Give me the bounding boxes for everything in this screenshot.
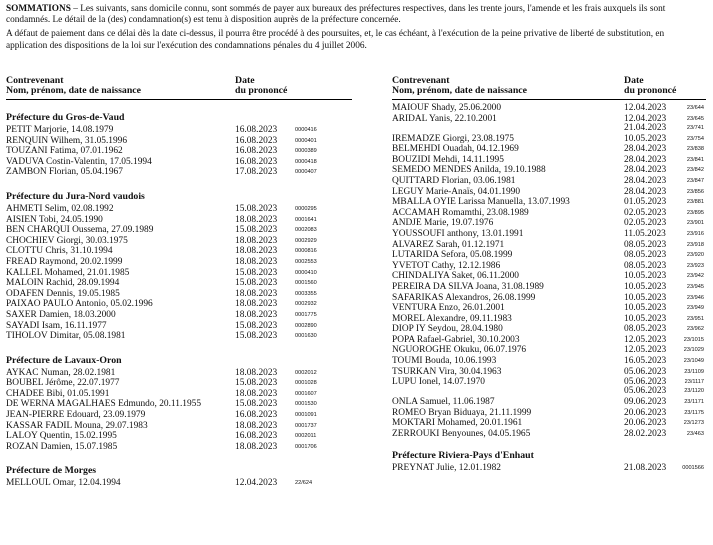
case-reference: 23/916 (686, 230, 704, 237)
pronounced-date: 28.02.2023 (624, 429, 667, 440)
pronounced-date: 02.05.2023 (624, 218, 667, 229)
case-reference: 0002929 (295, 237, 317, 244)
table-row (6, 478, 352, 489)
pronounced-date: 16.08.2023 (235, 156, 278, 167)
pronounced-date: 08.05.2023 (624, 324, 667, 335)
offender-name: BOUZIDI Mehdi, 14.11.1995 (392, 154, 504, 165)
case-reference: 0001530 (295, 401, 317, 408)
table-row (6, 321, 352, 332)
case-reference: 0002932 (295, 301, 317, 308)
table-row (6, 368, 352, 379)
pronounced-date: 02.05.2023 (624, 207, 667, 218)
offender-name: TOUZANI Fatima, 07.01.1962 (6, 146, 123, 157)
table-row (6, 299, 352, 310)
table-row (6, 278, 352, 289)
pronounced-date: 18.08.2023 (235, 214, 278, 225)
pronounced-date: 01.05.2023 (624, 197, 667, 208)
offender-name: MELLOUL Omar, 12.04.1994 (6, 478, 121, 489)
offender-name: VADUVA Costin-Valentin, 17.05.1994 (6, 156, 152, 167)
table-row (392, 261, 706, 272)
case-reference: 23/842 (686, 167, 704, 174)
pronounced-date: 28.04.2023 (624, 144, 667, 155)
prefecture-section (6, 355, 352, 453)
offender-name: QUITTARD Florian, 03.06.1981 (392, 175, 516, 186)
pronounced-date: 08.05.2023 (624, 250, 667, 261)
intro-text (6, 4, 706, 55)
table-row (392, 134, 706, 145)
table-row (392, 144, 706, 155)
case-reference: 0000389 (295, 148, 317, 155)
left-column (6, 76, 352, 489)
table-row (6, 431, 352, 442)
header-name: Nom, prénom, date de naissance (392, 85, 527, 96)
case-reference: 23/942 (686, 273, 704, 280)
header-offender: Contrevenant (6, 75, 64, 86)
case-reference: 23/920 (686, 252, 704, 259)
table-row (392, 103, 706, 114)
intro-paragraph-1 (6, 4, 706, 26)
table-row (392, 240, 706, 251)
case-reference: 0002553 (295, 258, 317, 265)
prefecture-section (6, 112, 352, 178)
pronounced-date: 16.08.2023 (235, 125, 278, 135)
offender-name: TSURKAN Vira, 30.04.1963 (392, 366, 502, 377)
offender-name: PETIT Marjorie, 14.08.1979 (6, 125, 114, 135)
pronounced-date: 12.05.2023 (624, 345, 667, 356)
prefecture-section (6, 191, 352, 342)
prefecture-title: Préfecture Riviera-Pays d'Enhaut (392, 449, 534, 461)
case-reference: 0001091 (295, 412, 317, 419)
case-reference: 0001607 (295, 390, 317, 397)
pronounced-date: 18.08.2023 (235, 388, 278, 399)
pronounced-date: 20.06.2023 (624, 407, 667, 418)
case-reference-2: 23/1120 (684, 388, 704, 395)
offender-name: NGUOROGHE Okuku, 06.07.1976 (392, 345, 527, 356)
table-row (6, 331, 352, 342)
pronounced-date: 28.04.2023 (624, 175, 667, 186)
pronounced-date: 28.04.2023 (624, 186, 667, 197)
offender-name: LUPU Ionel, 14.07.1970 (392, 377, 485, 388)
offender-name: MOKTARI Mohamed, 20.01.1961 (392, 418, 523, 429)
offender-name: PREYNAT Julie, 12.01.1982 (392, 462, 501, 473)
case-reference: 0001630 (295, 333, 317, 340)
case-reference: 0002890 (295, 322, 317, 329)
pronounced-date: 18.08.2023 (235, 256, 278, 267)
offender-name: MALOIN Rachid, 28.09.1994 (6, 278, 120, 289)
table-row (392, 155, 706, 166)
offender-name: TOUMI Bouda, 10.06.1993 (392, 356, 497, 367)
pronounced-date: 10.05.2023 (624, 281, 667, 292)
case-reference: 23/1273 (683, 420, 704, 427)
header-rule (6, 99, 352, 100)
offender-name: DE WERNA MAGALHAES Edmundo, 20.11.1955 (6, 399, 202, 410)
offender-name: MBALLA OYIE Larissa Manuella, 13.07.1993 (392, 197, 570, 208)
table-row (6, 146, 352, 157)
table-row (6, 289, 352, 300)
table-row (6, 167, 352, 178)
pronounced-date: 28.04.2023 (624, 165, 667, 176)
header-date: Date (624, 75, 644, 86)
case-reference: 0000407 (295, 169, 317, 176)
pronounced-date: 18.08.2023 (235, 288, 278, 299)
offender-name: CHINDALIYA Saket, 06.11.2000 (392, 271, 519, 282)
prefecture-section (6, 465, 352, 489)
offender-name: CHOCHIEV Giorgi, 30.03.1975 (6, 235, 128, 246)
case-reference: 0002083 (295, 227, 317, 234)
right-column (392, 76, 706, 473)
table-row (392, 314, 706, 325)
pronounced-date: 12.04.2023 (624, 113, 667, 124)
table-row (6, 389, 352, 400)
header-rule (392, 99, 706, 100)
case-reference: 23/901 (686, 220, 704, 227)
pronounced-date: 16.08.2023 (235, 146, 278, 157)
offender-name: KALLEL Mohamed, 21.01.1985 (6, 267, 130, 278)
table-row (6, 157, 352, 168)
case-reference: 23/463 (686, 431, 704, 438)
pronounced-date: 17.08.2023 (235, 167, 278, 178)
table-row (6, 268, 352, 279)
case-reference: 0001566 (682, 464, 704, 471)
table-row (392, 377, 706, 397)
case-reference: 23/962 (686, 326, 704, 333)
case-reference: 23/754 (686, 135, 704, 142)
case-reference: 23/847 (686, 177, 704, 184)
case-reference: 0003355 (295, 290, 317, 297)
case-reference: 0000416 (295, 127, 317, 133)
offender-name: MOREL Alexandre, 09.11.1983 (392, 313, 512, 324)
offender-name: SAYADI Isam, 16.11.1977 (6, 320, 107, 331)
case-reference: 0001641 (295, 216, 317, 223)
offender-name: SAFARIKAS Alexandros, 26.08.1999 (392, 292, 536, 303)
pronounced-date: 15.08.2023 (235, 399, 278, 410)
offender-name: FREAD Raymond, 20.02.1999 (6, 256, 123, 267)
table-row (392, 463, 706, 474)
offender-name: RENQUIN Wilhem, 31.05.1996 (6, 135, 128, 146)
case-reference: 23/645 (686, 115, 704, 122)
table-row (6, 410, 352, 421)
header-date: Date (235, 75, 255, 86)
prefecture-title: Préfecture du Jura-Nord vaudois (6, 190, 145, 202)
offender-name: SAXER Damien, 18.03.2000 (6, 309, 116, 320)
case-reference: 0000410 (295, 269, 317, 276)
table-row (392, 303, 706, 314)
pronounced-date: 15.08.2023 (235, 378, 278, 389)
pronounced-date: 10.05.2023 (624, 313, 667, 324)
offender-name: AISIEN Tobi, 24.05.1990 (6, 214, 103, 225)
table-row (392, 271, 706, 282)
header-name: Nom, prénom, date de naissance (6, 85, 141, 96)
offender-name: YOUSSOUFI anthony, 13.01.1991 (392, 228, 524, 239)
pronounced-date: 08.05.2023 (624, 260, 667, 271)
pronounced-date: 16.08.2023 (235, 135, 278, 146)
case-reference: 23/895 (686, 209, 704, 216)
prefecture-title: Préfecture du Gros-de-Vaud (6, 112, 125, 123)
table-row (6, 246, 352, 257)
case-reference: 23/1109 (684, 368, 704, 375)
pronounced-date: 15.08.2023 (235, 225, 278, 236)
table-row (392, 429, 706, 440)
table-row (6, 125, 352, 136)
table-row (392, 197, 706, 208)
right-column-rows (392, 103, 706, 440)
pronounced-date: 18.08.2023 (235, 441, 278, 452)
case-reference: 23/1049 (683, 358, 704, 365)
case-reference: 0002012 (295, 369, 317, 376)
pronounced-date: 18.08.2023 (235, 299, 278, 310)
case-reference: 23/1015 (683, 336, 704, 343)
case-reference: 23/841 (686, 156, 704, 163)
offender-name: MAIOUF Shady, 25.06.2000 (392, 103, 502, 113)
offender-name: ALVAREZ Sarah, 01.12.1971 (392, 239, 505, 250)
pronounced-date: 28.04.2023 (624, 154, 667, 165)
offender-name: ONLA Samuel, 11.06.1987 (392, 397, 495, 408)
table-row (392, 176, 706, 187)
case-reference: 0000418 (295, 158, 317, 165)
offender-name: BEN CHARQUI Oussema, 27.09.1989 (6, 225, 154, 236)
pronounced-date: 16.08.2023 (235, 431, 278, 442)
table-row (392, 408, 706, 419)
pronounced-date: 18.08.2023 (235, 309, 278, 320)
intro-body-1: – Les suivants, sans domicile connu, sont sommés de payer aux bureaux des préfectures respectives, dans les trente jours, l'amende et les frais auxquels ils sont condamnés. Le détail de la (des) condamnation(s) est tenu à disposition auprès de la préfecture concernée. (6, 4, 666, 26)
table-row (392, 208, 706, 219)
offender-name: VENTURA Enzo, 26.01.2001 (392, 303, 505, 314)
pronounced-date: 10.05.2023 (624, 303, 667, 314)
table-row (6, 421, 352, 432)
pronounced-date: 15.08.2023 (235, 278, 278, 289)
offender-name: YVETOT Cathy, 12.12.1986 (392, 260, 501, 271)
pronounced-date: 12.05.2023 (624, 334, 667, 345)
case-reference: 23/946 (686, 294, 704, 301)
offender-name: AHMETI Selim, 02.08.1992 (6, 203, 114, 214)
table-row (392, 367, 706, 378)
offender-name: ROZAN Damien, 15.07.1985 (6, 441, 118, 452)
offender-name: TIHOLOV Dimitar, 05.08.1981 (6, 331, 126, 342)
pronounced-date: 05.06.2023 (624, 377, 667, 388)
pronounced-date: 16.05.2023 (624, 356, 667, 367)
offender-name: CHADEE Bibi, 01.05.1991 (6, 388, 110, 399)
case-reference: 23/856 (686, 188, 704, 195)
offender-name: ANDJE Marie, 19.07.1976 (392, 218, 494, 229)
pronounced-date: 12.04.2023 (624, 103, 667, 113)
table-row (6, 310, 352, 321)
pronounced-date: 10.05.2023 (624, 271, 667, 282)
case-reference: 0000295 (295, 205, 317, 212)
pronounced-date: 09.06.2023 (624, 397, 667, 408)
table-row (392, 345, 706, 356)
table-row (392, 335, 706, 346)
pronounced-date-2: 21.04.2023 (624, 122, 667, 133)
case-reference: 0001028 (295, 380, 317, 387)
table-row (6, 257, 352, 268)
case-reference: 23/1029 (683, 347, 704, 354)
table-row (6, 204, 352, 215)
offender-name: BOUBEL Jérôme, 22.07.1977 (6, 378, 120, 389)
table-row (392, 397, 706, 408)
case-reference-2: 23/741 (686, 124, 704, 131)
offender-name: LEGUY Marie-Anaïs, 04.01.1990 (392, 186, 521, 197)
table-row (6, 399, 352, 410)
offender-name: ZERROUKI Benyounes, 04.05.1965 (392, 429, 531, 440)
intro-heading: SOMMATIONS (6, 4, 71, 14)
pronounced-date: 15.08.2023 (235, 267, 278, 278)
offender-name: DIOP IY Seydou, 28.04.1980 (392, 324, 503, 335)
offender-name: BELMEHDI Ouadah, 04.12.1969 (392, 144, 519, 155)
case-reference: 0000401 (295, 137, 317, 144)
case-reference: 22/624 (295, 480, 313, 487)
pronounced-date: 15.08.2023 (235, 320, 278, 331)
table-row (6, 215, 352, 226)
intro-paragraph-2: A défaut de paiement dans ce délai dès la date ci-dessus, il pourra être procédé à des poursuites, et, le cas échéant, à l'exécution de la peine privative de liberté de substitution, en application des dispositions de la loi sur l'exécution des condamnations pénales du 4 juillet 2006. (6, 29, 665, 51)
offender-name: ODAFEN Dennis, 19.05.1985 (6, 288, 120, 299)
offender-name: SEMEDO MENDES Anilda, 19.10.1988 (392, 165, 546, 176)
table-row (392, 250, 706, 261)
offender-name: ROMEO Bryan Biduaya, 21.11.1999 (392, 407, 532, 418)
offender-name: LUTARIDA Sefora, 05.08.1999 (392, 250, 513, 261)
offender-name: PEREIRA DA SILVA Joana, 31.08.1989 (392, 281, 544, 292)
pronounced-date: 10.05.2023 (624, 133, 667, 144)
prefecture-section (392, 450, 706, 474)
pronounced-date: 18.08.2023 (235, 420, 278, 431)
pronounced-date: 15.08.2023 (235, 203, 278, 214)
table-row (392, 418, 706, 429)
table-row (6, 378, 352, 389)
pronounced-date: 16.08.2023 (235, 410, 278, 421)
pronounced-date: 11.05.2023 (624, 228, 666, 239)
case-reference: 23/838 (686, 146, 704, 153)
table-row (6, 236, 352, 247)
case-reference: 0002011 (295, 433, 317, 440)
left-column-body (6, 112, 352, 489)
offender-name: PAIXAO PAULO Antonio, 05.02.1996 (6, 299, 153, 310)
table-row (392, 229, 706, 240)
case-reference: 0001737 (295, 422, 317, 429)
offender-name: ARIDAL Yanis, 22.10.2001 (392, 113, 497, 124)
offender-name: CLOTTU Chris, 31.10.1994 (6, 246, 113, 257)
case-reference: 23/881 (686, 199, 704, 206)
pronounced-date: 10.05.2023 (624, 292, 667, 303)
pronounced-date: 18.08.2023 (235, 235, 278, 246)
column-header (392, 76, 706, 97)
offender-name: KASSAR FADIL Mouna, 29.07.1983 (6, 420, 148, 431)
table-row (392, 356, 706, 367)
case-reference: 23/644 (686, 105, 704, 111)
case-reference: 23/1175 (684, 409, 704, 416)
pronounced-date: 08.05.2023 (624, 239, 667, 250)
case-reference: 23/945 (686, 283, 704, 290)
offender-name: ZAMBON Florian, 05.04.1967 (6, 167, 123, 178)
header-pronounced: du prononcé (624, 85, 677, 96)
case-reference: 23/1171 (684, 399, 704, 406)
pronounced-date-2: 05.06.2023 (624, 386, 667, 397)
prefecture-title: Préfecture de Lavaux-Oron (6, 354, 122, 366)
table-row (6, 136, 352, 147)
header-offender: Contrevenant (392, 75, 450, 86)
pronounced-date: 05.06.2023 (624, 366, 667, 377)
pronounced-date: 18.08.2023 (235, 246, 278, 257)
case-reference: 0001560 (295, 280, 317, 287)
case-reference: 0001706 (295, 443, 317, 450)
table-row (392, 293, 706, 304)
offender-name: JEAN-PIERRE Edouard, 23.09.1979 (6, 410, 146, 421)
case-reference: 23/918 (686, 241, 704, 248)
offender-name: AYKAC Numan, 28.02.1981 (6, 367, 116, 378)
pronounced-date: 18.08.2023 (235, 367, 278, 378)
case-reference: 0000816 (295, 248, 317, 255)
case-reference: 23/923 (686, 262, 704, 269)
column-header (6, 76, 352, 97)
table-row (6, 225, 352, 236)
offender-name: ACCAMAH Romamthi, 23.08.1989 (392, 207, 529, 218)
table-row (392, 114, 706, 134)
table-row (392, 165, 706, 176)
table-row (392, 324, 706, 335)
offender-name: LALOY Quentin, 15.02.1995 (6, 431, 117, 442)
pronounced-date: 15.08.2023 (235, 331, 278, 342)
header-pronounced: du prononcé (235, 85, 288, 96)
case-reference: 23/949 (686, 305, 704, 312)
offender-name: POPA Rafael-Gabriel, 30.10.2003 (392, 334, 520, 345)
table-row (392, 282, 706, 293)
case-reference: 23/1117 (684, 379, 704, 386)
table-row (392, 187, 706, 198)
case-reference: 0001775 (295, 311, 317, 318)
table-row (6, 442, 352, 453)
pronounced-date: 12.04.2023 (235, 478, 278, 489)
pronounced-date: 21.08.2023 (624, 462, 667, 473)
pronounced-date: 20.06.2023 (624, 418, 667, 429)
right-column-body (392, 450, 706, 474)
case-reference: 23/951 (686, 315, 704, 322)
prefecture-title: Préfecture de Morges (6, 465, 97, 477)
offender-name: IREMADZE Giorgi, 23.08.1975 (392, 133, 514, 144)
table-row (392, 218, 706, 229)
